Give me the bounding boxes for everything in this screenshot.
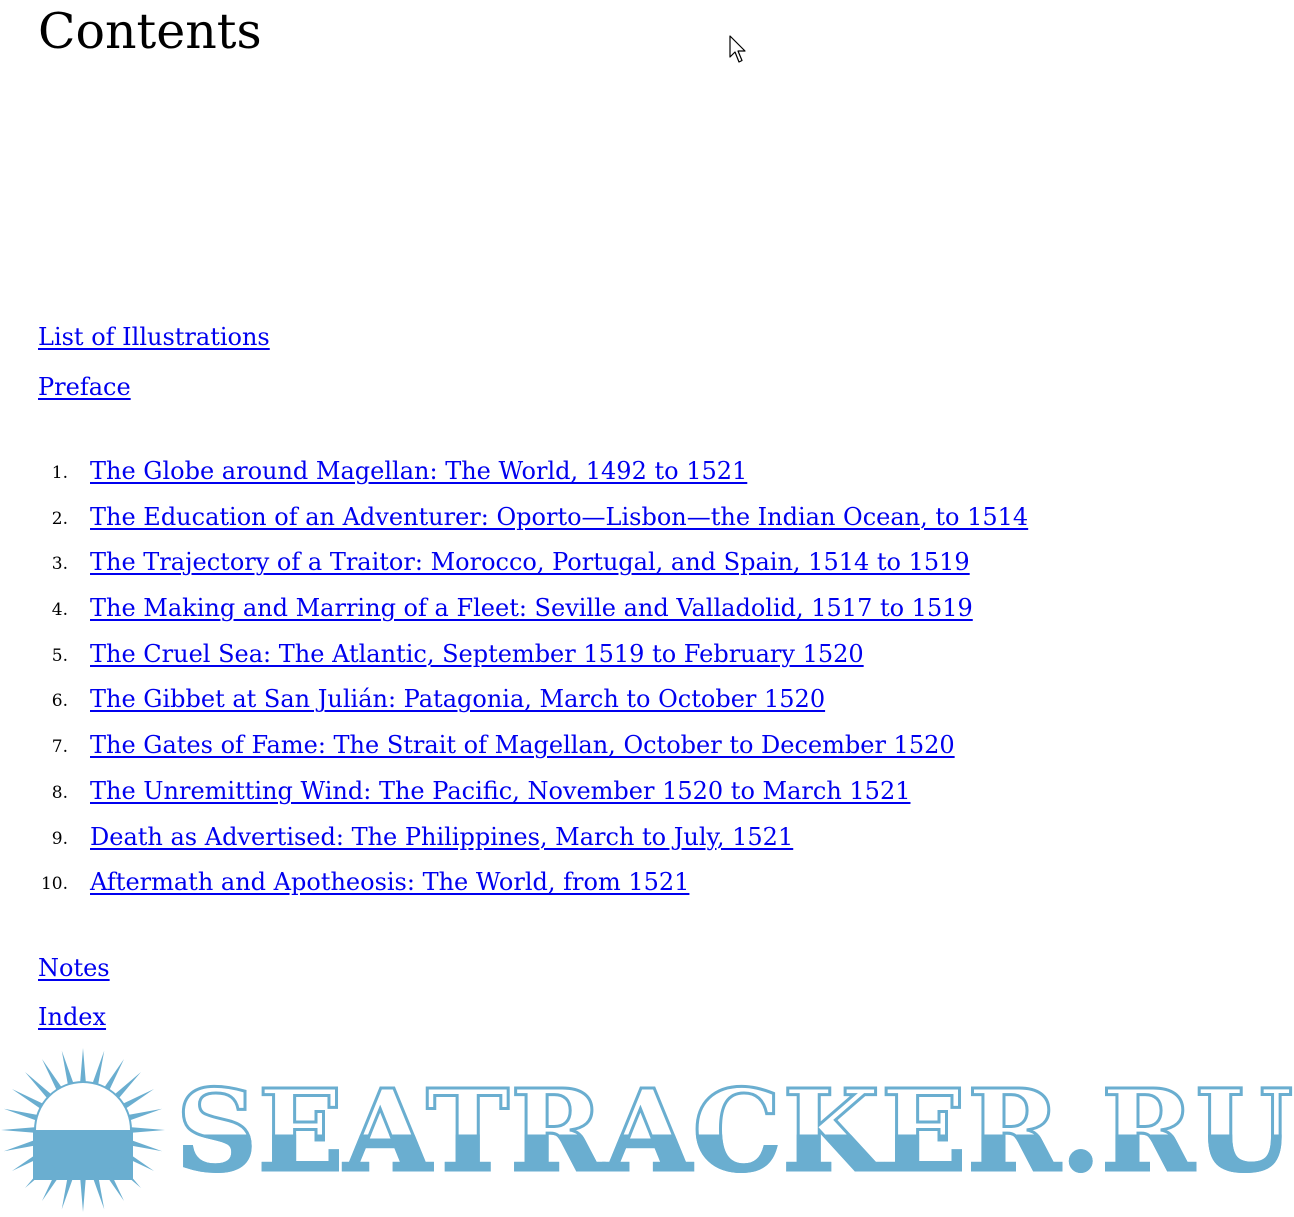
chapter-number: 3. xyxy=(51,554,68,575)
toc-entry-index xyxy=(38,1002,106,1035)
chapter-link[interactable]: Death as Advertised: The Philippines, March to July, 1521 xyxy=(90,822,794,851)
chapter-number: 7. xyxy=(51,737,68,758)
chapter-link[interactable]: The Gibbet at San Julián: Patagonia, March to October 1520 xyxy=(90,685,826,714)
chapter-link[interactable]: The Education of an Adventurer: Oporto—Lisbon—the Indian Ocean, to 1514 xyxy=(90,502,1029,531)
chapter-number: 1. xyxy=(51,463,68,483)
toc-link-list-of-illustrations[interactable]: List of Illustrations xyxy=(38,323,270,351)
chapter-number: 8. xyxy=(51,782,68,803)
chapter-link[interactable]: The Cruel Sea: The Atlantic, September 1519 to February 1520 xyxy=(90,639,864,668)
toc-link-notes[interactable]: Notes xyxy=(38,954,110,982)
mouse-pointer-icon xyxy=(728,35,748,65)
toc-entry-notes xyxy=(38,953,110,986)
toc-link-index[interactable]: Index xyxy=(38,1003,107,1031)
chapter-link[interactable]: The Making and Marring of a Fleet: Seville and Valladolid, 1517 to 1519 xyxy=(90,594,973,623)
chapter-number: 5. xyxy=(51,645,68,666)
chapter-number: 2. xyxy=(51,508,68,529)
chapter-number: 9. xyxy=(51,828,68,849)
chapter-number: 6. xyxy=(51,691,68,712)
page-title: Contents xyxy=(38,3,262,60)
chapter-link[interactable]: The Gates of Fame: The Strait of Magellan, October to December 1520 xyxy=(90,731,955,760)
toc-entry-preface xyxy=(38,372,131,405)
toc-link-preface[interactable]: Preface xyxy=(38,373,131,401)
chapter-link[interactable]: The Unremitting Wind: The Pacific, November 1520 to March 1521 xyxy=(90,776,911,805)
watermark-text: SEATRACKER.RU xyxy=(176,1066,1294,1197)
chapter-link[interactable]: The Globe around Magellan: The World, 1492 to 1521 xyxy=(90,457,748,485)
chapter-number: 10. xyxy=(40,874,68,895)
sun-logo-icon xyxy=(1,1048,165,1212)
chapter-link[interactable]: Aftermath and Apotheosis: The World, from 1521 xyxy=(90,868,690,897)
sun-ray xyxy=(80,1048,86,1086)
toc-entry-list-of-illustrations xyxy=(38,322,270,355)
chapter-link[interactable]: The Trajectory of a Traitor: Morocco, Portugal, and Spain, 1514 to 1519 xyxy=(90,548,970,577)
chapter-number: 4. xyxy=(51,600,68,621)
